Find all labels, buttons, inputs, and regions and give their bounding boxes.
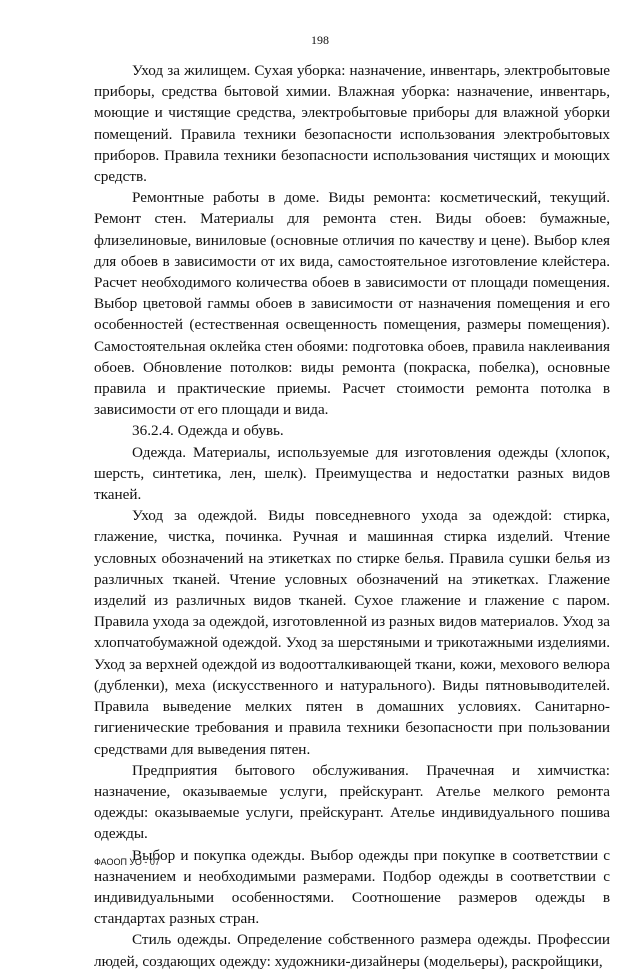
paragraph-clothing-purchase: Выбор и покупка одежды. Выбор одежды при покупке в соответствии с назначением и необходимыми размерами. Подбор одежды в соответствии с индивидуальными особенностями. Соотношение размеров одежды в стандартах разных стран. [94, 846, 610, 928]
page-number: 198 [311, 33, 329, 47]
paragraph-service-enterprises: Предприятия бытового обслуживания. Прачечная и химчистка: назначение, оказываемые услуги, прейскурант. Ателье мелкого ремонта одежды: оказываемые услуги, прейскурант. Ателье индивидуального пошива одежды. [94, 761, 610, 843]
paragraph-clothing-style: Стиль одежды. Определение собственного размера одежды. Профессии людей, создающих одежду: художники-дизайнеры (модельеры), раскройщики, [94, 931, 610, 970]
paragraph-repair-works: Ремонтные работы в доме. Виды ремонта: косметический, текущий. Ремонт стен. Материалы для ремонта стен. Виды обоев: бумажные, флизелиновые, виниловые (основные отличия по качеству и цене). Выбор клея для обоев в зависимости от их вида, самостоятельное изготовление клейстера. Расчет необходимого количества обоев в зависимости от площади помещения. Выбор цветовой гаммы обоев в зависимости от назначения помещения и его особенностей (естественная освещенность помещения, размеры помещения). Самостоятельная оклейка стен обоями: подготовка обоев, правила наклеивания обоев. Обновление потолков: виды ремонта (покраска, побелка), основные правила и практические приемы. Расчет стоимости ремонта потолка в зависимости от его площади и вида. [94, 189, 610, 419]
paragraph-clothing-care: Уход за одеждой. Виды повседневного ухода за одеждой: стирка, глажение, чистка, починка. Ручная и машинная стирка изделий. Чтение условных обозначений на этикетках по стирке белья. Правила сушки белья из различных тканей. Чтение условных обозначений на этикетках. Глажение изделий из различных видов тканей. Сухое глажение и глажение с паром. Правила ухода за одеждой, изготовленной из разных видов материалов. Уход за хлопчатобумажной одеждой. Уход за шерстяными и трикотажными изделиями. Уход за верхней одеждой из водоотталкивающей ткани, кожи, мехового велюра (дубленки), меха (искусственного и натурального). Виды пятновыводителей. Правила выведение мелких пятен в домашних условиях. Санитарно-гигиенические требования и правила техники безопасности при пользовании средствами для выведения пятен. [94, 507, 610, 758]
section-heading-clothing: 36.2.4. Одежда и обувь. [132, 422, 284, 440]
document-body [94, 60, 610, 972]
footer-document-code: ФАООП УО - 07 [94, 857, 160, 867]
paragraph-clothing-materials: Одежда. Материалы, используемые для изготовления одежды (хлопок, шерсть, синтетика, лен, шелк). Преимущества и недостатки разных видов тканей. [94, 443, 610, 504]
paragraph-home-care: Уход за жилищем. Сухая уборка: назначение, инвентарь, электробытовые приборы, средства бытовой химии. Влажная уборка: назначение, инвентарь, моющие и чистящие средства, электробытовые приборы для влажной уборки помещений. Правила техники безопасности использования электробытовых приборов. Правила техники безопасности использования чистящих и моющих средств. [94, 62, 610, 186]
